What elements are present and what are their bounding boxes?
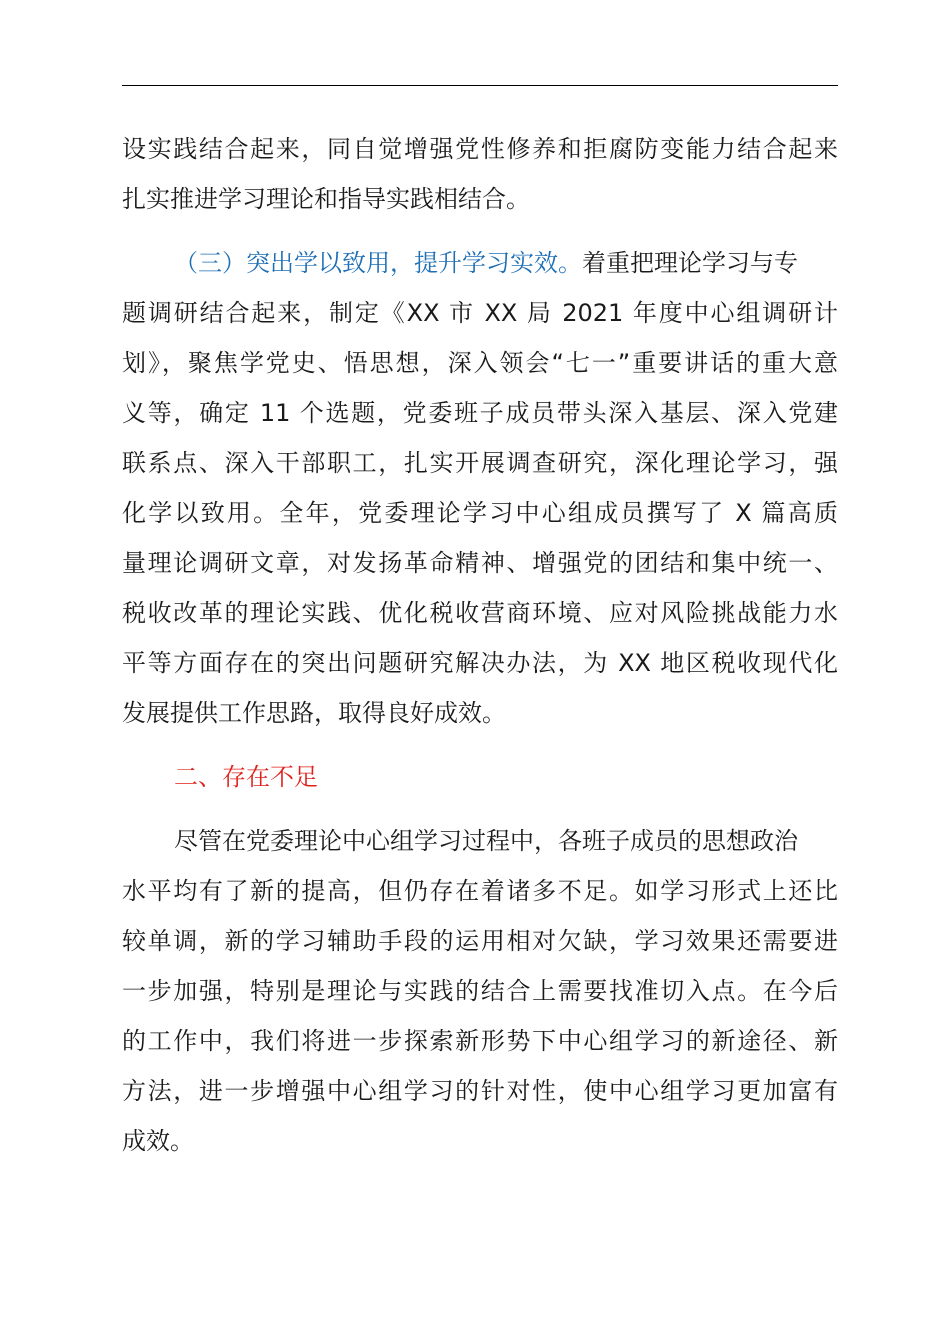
paragraph-line: 划》，聚焦学党史、悟思想，深入领会“七一”重要讲话的重大意 bbox=[122, 349, 838, 377]
paragraph-line: 成效。 bbox=[122, 1127, 194, 1155]
paragraph-line: 一步加强，特别是理论与实践的结合上需要找准切入点。在今后 bbox=[122, 977, 838, 1005]
paragraph-line bbox=[122, 238, 838, 288]
paragraph-subsection-3 bbox=[122, 238, 838, 738]
paragraph-shortcomings bbox=[122, 816, 838, 1166]
section-heading: 二、存在不足 bbox=[174, 763, 318, 791]
paragraph-line: 水平均有了新的提高，但仍存在着诸多不足。如学习形式上还比 bbox=[122, 877, 838, 905]
paragraph-line: 较单调，新的学习辅助手段的运用相对欠缺，学习效果还需要进 bbox=[122, 927, 838, 955]
document-body bbox=[122, 124, 838, 1166]
paragraph-line: 平等方面存在的突出问题研究解决办法，为 XX 地区税收现代化 bbox=[122, 649, 838, 677]
paragraph-line: 题调研结合起来，制定《XX 市 XX 局 2021 年度中心组调研计 bbox=[122, 299, 838, 327]
paragraph-line-rest: 着重把理论学习与专 bbox=[582, 249, 798, 277]
paragraph-continuation bbox=[122, 124, 838, 224]
paragraph-line: 的工作中，我们将进一步探索新形势下中心组学习的新途径、新 bbox=[122, 1027, 838, 1055]
paragraph-line: 税收改革的理论实践、优化税收营商环境、应对风险挑战能力水 bbox=[122, 599, 838, 627]
paragraph-line: 义等，确定 11 个选题，党委班子成员带头深入基层、深入党建 bbox=[122, 399, 838, 427]
paragraph-line: 化学以致用。全年，党委理论学习中心组成员撰写了 X 篇高质 bbox=[122, 499, 838, 527]
subheading-3: （三）突出学以致用，提升学习实效。 bbox=[174, 249, 582, 277]
paragraph-line: 扎实推进学习理论和指导实践相结合。 bbox=[122, 185, 530, 213]
paragraph-line: 方法，进一步增强中心组学习的针对性，使中心组学习更加富有 bbox=[122, 1077, 838, 1105]
paragraph-line: 尽管在党委理论中心组学习过程中，各班子成员的思想政治 bbox=[174, 827, 798, 855]
paragraph-line: 发展提供工作思路，取得良好成效。 bbox=[122, 699, 506, 727]
header-rule bbox=[122, 85, 838, 86]
paragraph-line: 联系点、深入干部职工，扎实开展调查研究，深化理论学习，强 bbox=[122, 449, 838, 477]
paragraph-line: 设实践结合起来，同自觉增强党性修养和拒腐防变能力结合起来 bbox=[122, 135, 838, 163]
paragraph-line: 量理论调研文章，对发扬革命精神、增强党的团结和集中统一、 bbox=[122, 549, 838, 577]
